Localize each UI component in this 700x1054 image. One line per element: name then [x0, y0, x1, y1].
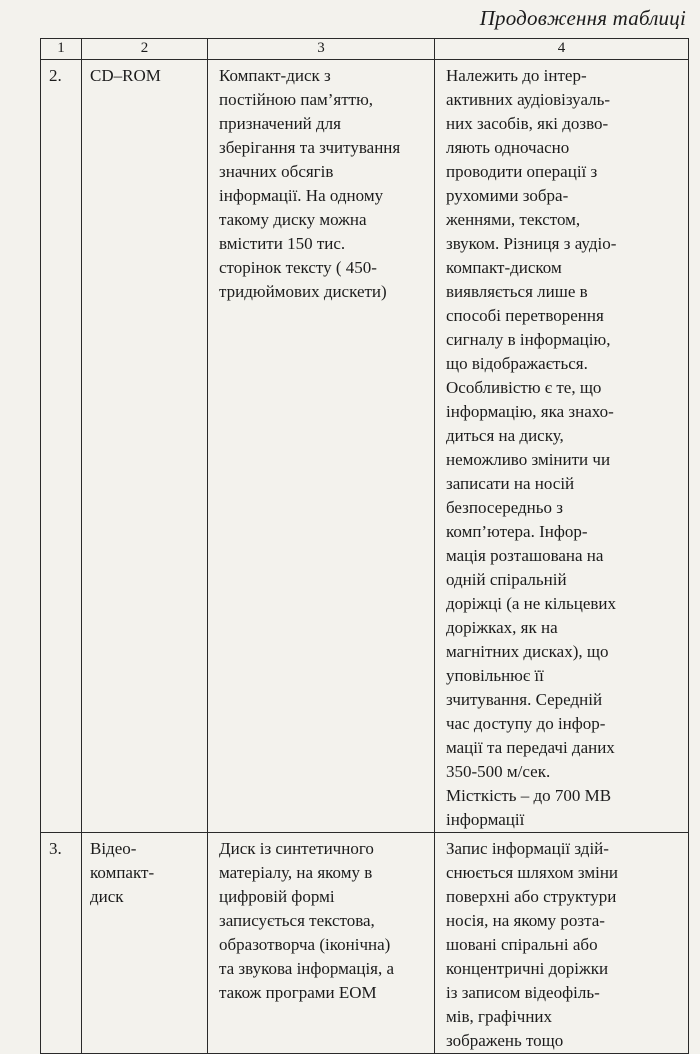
media-name-text: CD–ROM	[90, 66, 161, 85]
content-table	[40, 38, 689, 1054]
media-name	[82, 60, 208, 833]
row-number: 3.	[41, 833, 82, 1054]
media-features-text: Запис інформації здій- снюється шляхом зміни поверхні або структури носія, на якому розта- шовані спіральні або концентричні доріжки із записом відеофіль- мів, графічних зображень тощо	[446, 839, 619, 1050]
column-header-3: 3	[208, 39, 435, 60]
media-features-text: Належить до інтер- активних аудіовізуаль- них засобів, які дозво- ляють одночасно проводити операції з рухомими зобра- женнями, текстом, звуком. Різниця з аудіо- компакт-диском виявляється лише в способі перетворення сигналу в інформацію, що відображається. Особливістю є те, що інформацію, яка знахо- диться на диску, неможливо змінити чи записати на носій безпосередньо з комп’ютера. Інфор- мація розташована на одній спіральній доріжці (а не кільцевих доріжках, як на магнітних дисках), що уповільнює її зчитування. Середній час доступу до інфор- мації та передачі даних 350-500 м/сек. Місткість – до 700 МВ інформації	[446, 66, 617, 829]
media-description-text: Диск із синтетичного матеріалу, на якому в цифровій формі записується текстова, образотворча (іконічна) та звукова інформація, а також програми ЕОМ	[219, 839, 395, 1002]
column-header-1: 1	[41, 39, 82, 60]
media-description	[208, 60, 435, 833]
media-description-text: Компакт-диск з постійною пам’яттю, призначений для зберігання та зчитування значних обсягів інформації. На одному такому диску можна вмістити 150 тис. сторінок тексту ( 450- тридюймових дискети)	[219, 66, 401, 301]
media-features	[435, 833, 689, 1054]
media-name	[82, 833, 208, 1054]
media-name-text: Відео- компакт- диск	[90, 839, 155, 906]
page-heading: Продовження таблиці	[479, 6, 686, 30]
media-features	[435, 60, 689, 833]
media-description	[208, 833, 435, 1054]
column-header-4: 4	[435, 39, 689, 60]
table-row-cd-rom	[41, 60, 689, 833]
column-header-2: 2	[82, 39, 208, 60]
row-number: 2.	[41, 60, 82, 833]
table-row-video-cd	[41, 833, 689, 1054]
table-header-row	[41, 39, 689, 60]
